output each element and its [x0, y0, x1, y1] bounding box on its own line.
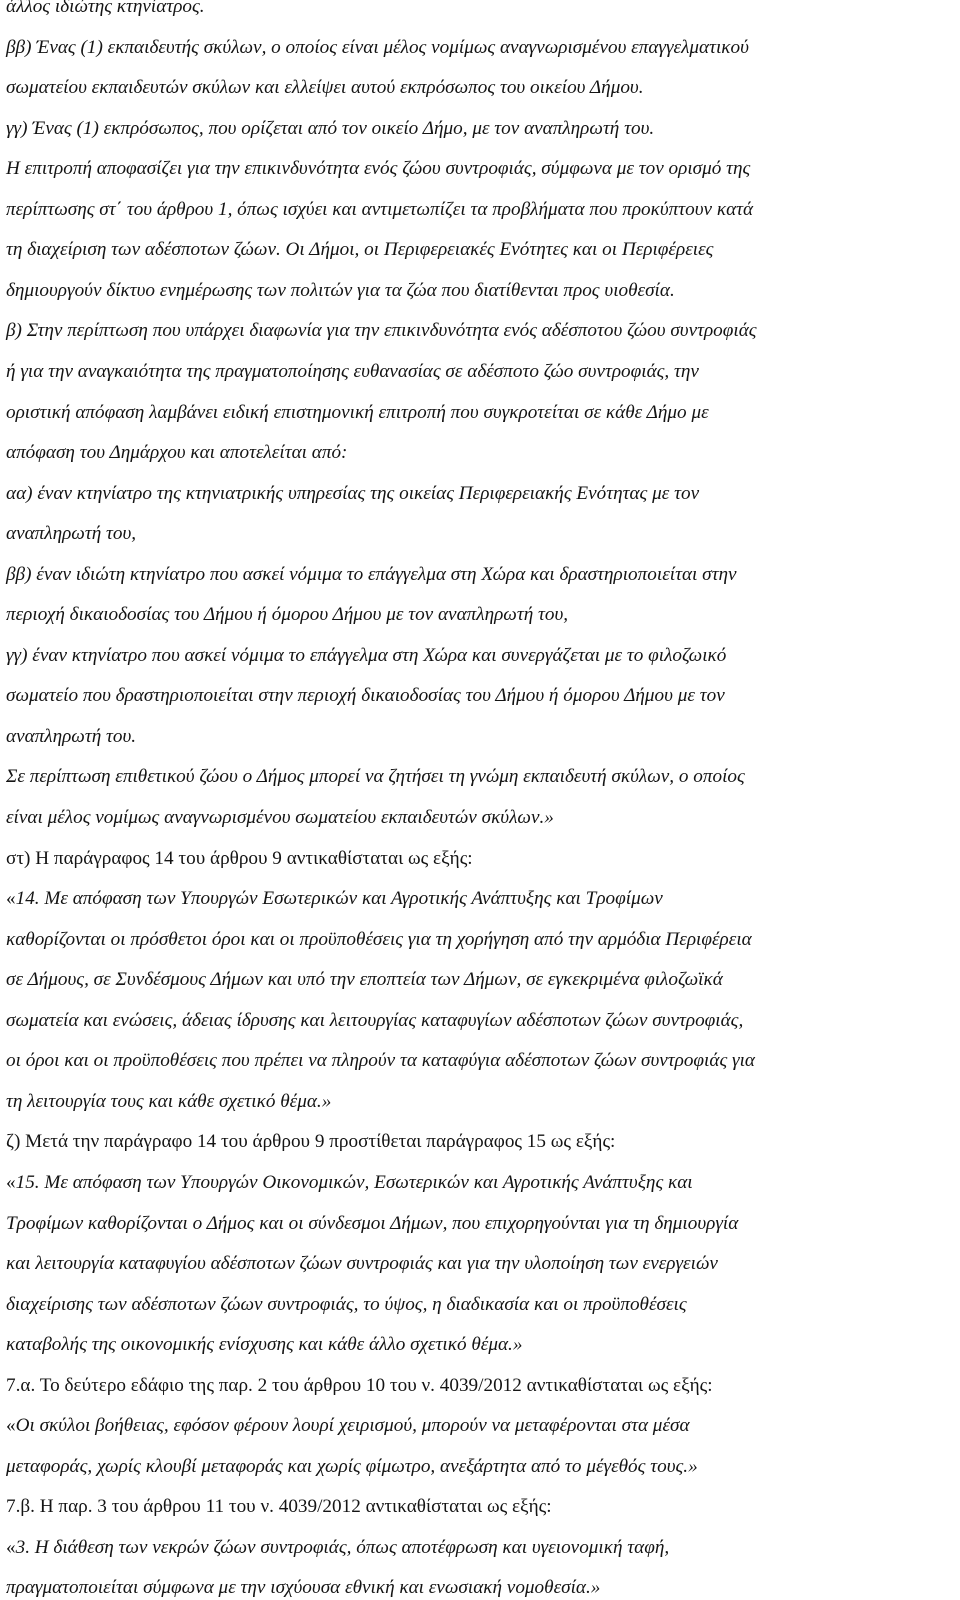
- text-line: «14. Με απόφαση των Υπουργών Εσωτερικών και Αγροτικής Ανάπτυξης και Τροφίμων: [6, 888, 663, 910]
- text-line: Σε περίπτωση επιθετικού ζώου ο Δήμος μπορεί να ζητήσει τη γνώμη εκπαιδευτή σκύλων, ο οποίος: [6, 766, 745, 788]
- text-line: ζ) Μετά την παράγραφο 14 του άρθρου 9 προστίθεται παράγραφος 15 ως εξής:: [6, 1131, 616, 1153]
- opening-quote-mark: «: [6, 1536, 16, 1558]
- text-line: μεταφοράς, χωρίς κλουβί μεταφοράς και χωρίς φίμωτρο, ανεξάρτητα από το μέγεθός τους.»: [6, 1455, 698, 1477]
- text-line: σωματεία και ενώσεις, άδειας ίδρυσης και λειτουργίας καταφυγίων αδέσποτων ζώων συντροφιάς,: [6, 1009, 744, 1031]
- opening-quote-mark: «: [6, 1415, 16, 1437]
- text-line: ββ) έναν ιδιώτη κτηνίατρο που ασκεί νόμιμα το επάγγελμα στη Χώρα και δραστηριοποιείται στην: [6, 563, 737, 585]
- text-line: «Οι σκύλοι βοήθειας, εφόσον φέρουν λουρί χειρισμού, μπορούν να μεταφέρονται στα μέσα: [6, 1415, 690, 1437]
- text-line: Η επιτροπή αποφασίζει για την επικινδυνότητα ενός ζώου συντροφιάς, σύμφωνα με τον ορισμό της: [6, 158, 751, 180]
- text-line: αα) έναν κτηνίατρο της κτηνιατρικής υπηρεσίας της οικείας Περιφερειακής Ενότητας με τον: [6, 482, 700, 504]
- text-line: καταβολής της οικονομικής ενίσχυσης και κάθε άλλο σχετικό θέμα.»: [6, 1334, 523, 1356]
- text-line: σε Δήμους, σε Συνδέσμους Δήμων και υπό την εποπτεία των Δήμων, σε εγκεκριμένα φιλοζωϊκά: [6, 969, 723, 991]
- text-line: απόφαση του Δημάρχου και αποτελείται από:: [6, 442, 348, 464]
- opening-quote-mark: «: [6, 1171, 16, 1193]
- text-line: γγ) Ένας (1) εκπρόσωπος, που ορίζεται από τον οικείο Δήμο, με τον αναπληρωτή του.: [6, 117, 655, 139]
- text-line: 7.β. Η παρ. 3 του άρθρου 11 του ν. 4039/2012 αντικαθίσταται ως εξής:: [6, 1496, 552, 1518]
- text-line: οριστική απόφαση λαμβάνει ειδική επιστημονική επιτροπή που συγκροτείται σε κάθε Δήμο με: [6, 401, 709, 423]
- text-line: «3. Η διάθεση των νεκρών ζώων συντροφιάς, όπως αποτέφρωση και υγειονομική ταφή,: [6, 1536, 670, 1558]
- text-line: περιοχή δικαιοδοσίας του Δήμου ή όμορου Δήμου με τον αναπληρωτή του,: [6, 604, 569, 626]
- text-line: σωματείου εκπαιδευτών σκύλων και ελλείψει αυτού εκπρόσωπος του οικείου Δήμου.: [6, 77, 644, 99]
- text-line: ββ) Ένας (1) εκπαιδευτής σκύλων, ο οποίος είναι μέλος νομίμως αναγνωρισμένου επαγγελματικού: [6, 36, 749, 58]
- text-line: πραγματοποιείται σύμφωνα με την ισχύουσα εθνική και ενωσιακή νομοθεσία.»: [6, 1577, 601, 1599]
- text-line: στ) Η παράγραφος 14 του άρθρου 9 αντικαθίσταται ως εξής:: [6, 847, 473, 869]
- text-line: 7.α. Το δεύτερο εδάφιο της παρ. 2 του άρθρου 10 του ν. 4039/2012 αντικαθίσταται ως εξής:: [6, 1374, 713, 1396]
- text-line: «15. Με απόφαση των Υπουργών Οικονομικών, Εσωτερικών και Αγροτικής Ανάπτυξης και: [6, 1171, 693, 1193]
- text-line: τη λειτουργία τους και κάθε σχετικό θέμα.»: [6, 1090, 332, 1112]
- text-line: δημιουργούν δίκτυο ενημέρωσης των πολιτών για τα ζώα που διατίθενται προς υιοθεσία.: [6, 279, 675, 301]
- opening-quote-mark: «: [6, 888, 16, 910]
- text-line: β) Στην περίπτωση που υπάρχει διαφωνία για την επικινδυνότητα ενός αδέσποτου ζώου συντροφιάς: [6, 320, 757, 342]
- text-line: ή για την αναγκαιότητα της πραγματοποίησης ευθανασίας σε αδέσποτο ζώο συντροφιάς, την: [6, 360, 699, 382]
- text-line: άλλος ιδιώτης κτηνίατρος.: [6, 0, 205, 17]
- text-line: οι όροι και οι προϋποθέσεις που πρέπει να πληρούν τα καταφύγια αδέσποτων ζώων συντροφιάς για: [6, 1050, 755, 1072]
- text-line: αναπληρωτή του.: [6, 725, 137, 747]
- text-line: γγ) έναν κτηνίατρο που ασκεί νόμιμα το επάγγελμα στη Χώρα και συνεργάζεται με το φιλοζωικό: [6, 644, 727, 666]
- text-line: σωματείο που δραστηριοποιείται στην περιοχή δικαιοδοσίας του Δήμου ή όμορου Δήμου με τον: [6, 685, 725, 707]
- text-line: περίπτωσης στ΄ του άρθρου 1, όπως ισχύει και αντιμετωπίζει τα προβλήματα που προκύπτουν κατά: [6, 198, 754, 220]
- text-line: καθορίζονται οι πρόσθετοι όροι και οι προϋποθέσεις για τη χορήγηση από την αρμόδια Περιφέρεια: [6, 928, 752, 950]
- text-line: διαχείρισης των αδέσποτων ζώων συντροφιάς, το ύψος, η διαδικασία και οι προϋποθέσεις: [6, 1293, 687, 1315]
- text-line: είναι μέλος νομίμως αναγνωρισμένου σωματείου εκπαιδευτών σκύλων.»: [6, 807, 554, 828]
- text-line: Τροφίμων καθορίζονται ο Δήμος και οι σύνδεσμοι Δήμων, που επιχορηγούνται για τη δημιουργία: [6, 1212, 739, 1234]
- text-line: αναπληρωτή του,: [6, 523, 137, 545]
- text-line: και λειτουργία καταφυγίου αδέσποτων ζώων συντροφιάς και για την υλοποίηση των ενεργειών: [6, 1253, 718, 1275]
- text-line: τη διαχείριση των αδέσποτων ζώων. Οι Δήμοι, οι Περιφερειακές Ενότητες και οι Περιφέρειες: [6, 239, 714, 261]
